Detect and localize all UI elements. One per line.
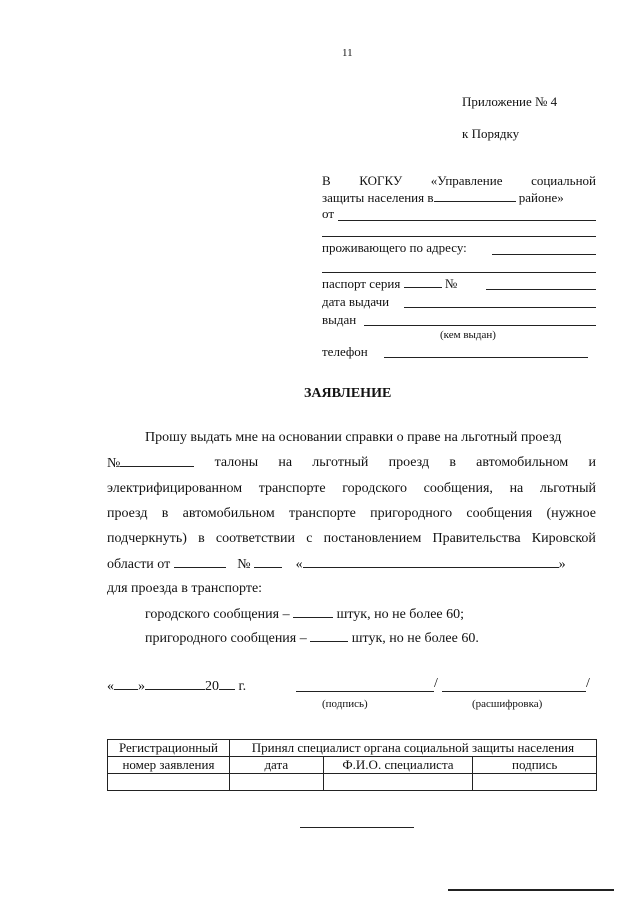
address-word: социальной	[531, 173, 596, 188]
date-line	[107, 678, 246, 695]
signature-label: (подпись)	[322, 698, 368, 710]
address-to-line2	[322, 190, 564, 206]
body-word: на	[509, 481, 524, 496]
passport-series-blank	[404, 276, 442, 288]
passport-number-blank	[486, 289, 596, 290]
body-line-7: для проезда в транспорте:	[107, 581, 263, 596]
body-word: на	[278, 455, 293, 470]
body-word: Кировской	[531, 531, 596, 546]
issued-by-label: выдан	[322, 312, 357, 327]
residence-blank-2	[322, 272, 596, 273]
passport-label: паспорт серия	[322, 276, 401, 291]
registry-cell[interactable]	[108, 774, 230, 791]
date-quote-open: «	[107, 679, 114, 694]
residence-blank	[492, 254, 596, 255]
appendix-subtitle: к Порядку	[462, 126, 520, 141]
city-count-blank	[293, 606, 333, 618]
address-dept-label: защиты населения в	[322, 190, 434, 205]
body-word: пригородного	[370, 506, 453, 521]
district-blank	[434, 190, 516, 202]
year-blank	[219, 678, 235, 690]
quote-close: »	[558, 557, 566, 572]
body-line-4	[107, 506, 596, 522]
quote-open: «	[295, 557, 303, 572]
city-limit-text: штук, но не более 60;	[336, 607, 465, 622]
city-transport-line	[145, 606, 464, 623]
residence-label: проживающего по адресу:	[322, 240, 467, 255]
body-word: проезд	[107, 506, 148, 521]
address-to-line1	[322, 173, 596, 189]
from-label: от	[322, 206, 335, 221]
body-word: льготный	[539, 481, 596, 496]
body-word: проезд	[388, 455, 430, 470]
body-line-6	[107, 556, 566, 573]
body-line-2	[107, 455, 596, 472]
passport-number-label: №	[444, 276, 458, 291]
from-blank-2	[322, 236, 596, 237]
appendix-title: Приложение № 4	[462, 94, 558, 109]
decree-title-blank	[303, 556, 559, 568]
registry-cell[interactable]	[473, 774, 597, 791]
number-sign: №	[107, 456, 121, 471]
phone-label: телефон	[322, 344, 368, 359]
body-word: Правительства	[432, 531, 521, 546]
registry-group-header: Принял специалист органа социальной защиты населения	[229, 740, 596, 757]
body-word: и	[588, 455, 596, 470]
decree-date-blank	[174, 556, 226, 568]
body-word	[107, 455, 194, 472]
footer-rule	[448, 889, 614, 891]
page-number: 11	[342, 47, 353, 59]
body-word: сообщения	[466, 506, 533, 521]
issue-date-blank	[404, 307, 596, 308]
phone-blank	[384, 357, 588, 358]
body-word: сообщения,	[423, 481, 493, 496]
region-date-label: области от	[107, 557, 171, 572]
body-word: льготный	[312, 455, 369, 470]
body-word: талоны	[214, 455, 259, 470]
issued-by-blank	[364, 325, 596, 326]
decree-number-blank	[254, 556, 282, 568]
body-line-3	[107, 481, 596, 497]
address-word: КОГКУ	[359, 173, 403, 188]
registry-sign-header: подпись	[473, 757, 597, 774]
body-word: городского	[342, 481, 408, 496]
issue-date-label: дата выдачи	[322, 294, 390, 309]
address-word: «Управление	[430, 173, 503, 188]
registry-cell[interactable]	[229, 774, 323, 791]
body-word: с	[306, 531, 313, 546]
body-word: подчеркнуть)	[107, 531, 187, 546]
registry-table	[107, 739, 597, 791]
signature-blank	[296, 691, 434, 692]
month-blank	[145, 678, 205, 690]
issued-by-hint: (кем выдан)	[440, 329, 496, 341]
registry-col1-header-line2: номер заявления	[108, 757, 230, 774]
body-line-5	[107, 531, 596, 547]
suburb-limit-text: штук, но не более 60.	[351, 631, 479, 646]
day-blank	[114, 678, 138, 690]
body-word: в	[161, 506, 169, 521]
body-word: транспорте	[289, 506, 356, 521]
year-prefix: 20	[205, 679, 219, 694]
body-word: транспорте	[258, 481, 326, 496]
body-word: соответствии	[215, 531, 296, 546]
suburb-count-blank	[310, 630, 348, 642]
certificate-number-blank	[120, 455, 194, 467]
address-word: В	[322, 173, 331, 188]
registry-name-header: Ф.И.О. специалиста	[323, 757, 473, 774]
address-district-label: районе»	[518, 190, 564, 205]
decode-slash: /	[586, 676, 590, 691]
date-quote-close: »	[138, 679, 145, 694]
body-word: автомобильном	[476, 455, 569, 470]
year-suffix: г.	[238, 679, 247, 694]
registry-date-header: дата	[229, 757, 323, 774]
document-heading: ЗАЯВЛЕНИЕ	[304, 386, 392, 401]
body-word: автомобильном	[182, 506, 275, 521]
passport-series-label	[322, 276, 457, 292]
body-word: постановлением	[323, 531, 422, 546]
body-line-1: Прошу выдать мне на основании справки о праве на льготный проезд	[145, 430, 562, 445]
signature-slash: /	[434, 676, 438, 691]
decree-number-label: №	[237, 557, 251, 572]
suburb-transport-line	[145, 630, 479, 647]
body-word: электрифицированном	[107, 481, 243, 496]
body-word: в	[449, 455, 456, 470]
decode-blank	[442, 691, 586, 692]
suburb-transport-label: пригородного сообщения –	[145, 631, 307, 646]
body-word: в	[198, 531, 205, 546]
from-blank	[338, 220, 596, 221]
decode-label: (расшифровка)	[472, 698, 543, 710]
end-separator	[300, 827, 414, 828]
registry-col1-header-line1: Регистрационный	[108, 740, 230, 757]
registry-cell[interactable]	[323, 774, 473, 791]
city-transport-label: городского сообщения –	[145, 607, 290, 622]
body-word: (нужное	[546, 506, 596, 521]
